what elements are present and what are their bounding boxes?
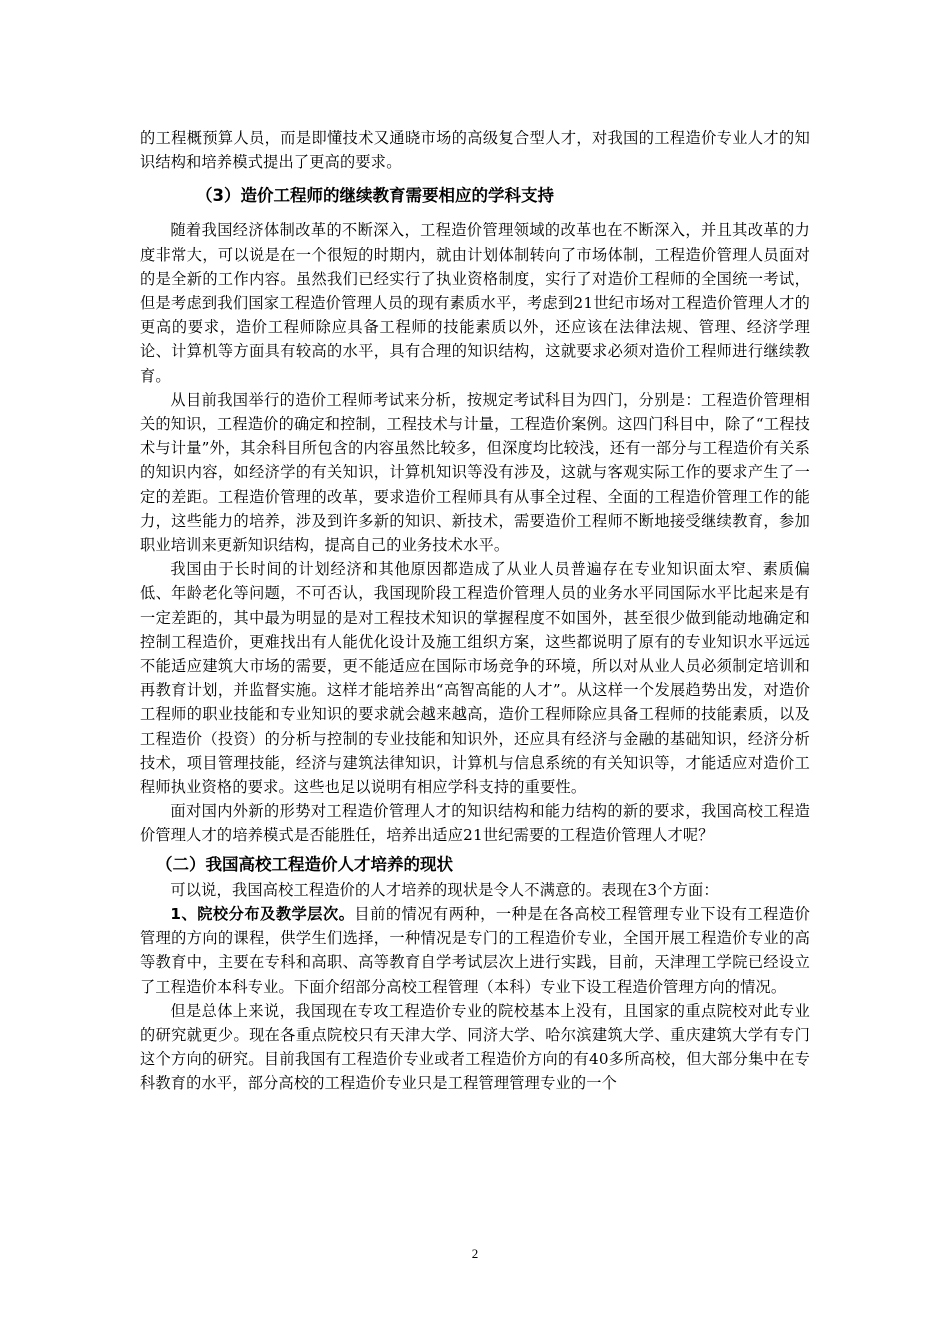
- item-1-label: 1、院校分布及教学层次。: [170, 904, 355, 923]
- status-intro-paragraph: 可以说，我国高校工程造价的人才培养的现状是令人不满意的。表现在3个方面：: [170, 880, 719, 899]
- body-paragraph-3: 我国由于长时间的计划经济和其他原因都造成了从业人员普遍存在专业知识面太窄、素质偏低、年龄老化等问题，不可否认，我国现阶段工程造价管理人员的业务水平同国际水平比起来是有一定差距的，其中最为明显的是对工程技术知识的掌握程度不如国外，甚至很少做到能动地确定和控制工程造价，更难找出有人能优化设计及施工组织方案，这些都说明了原有的专业知识水平远远不能适应建筑大市场的需要，更不能适应在国际市场竞争的环境，所以对从业人员必须制定培训和再教育计划，并监督实施。这样才能培养出“高智高能的人才”。从这样一个发展趋势出发，对造价工程师的职业技能和专业知识的要求就会越来越高，造价工程师除应具备工程师的技能素质，以及工程造价（投资）的分析与控制的专业技能和知识外，还应具有经济与金融的基础知识，经济分析技术，项目管理技能，经济与建筑法律知识，计算机与信息系统的有关知识等，才能适应对造价工程师执业资格的要求。这些也足以说明有相应学科支持的重要性。: [140, 560, 810, 797]
- item-1-paragraph: [140, 902, 810, 999]
- closing-paragraph: 但是总体上来说，我国现在专攻工程造价专业的院校基本上没有，且国家的重点院校对此专业的研究就更少。现在各重点院校只有天津大学、同济大学、哈尔滨建筑大学、重庆建筑大学有专门这个方向的研究。目前我国有工程造价专业或者工程造价方向的有40多所高校，但大部分集中在专科教育的水平，部分高校的工程造价专业只是工程管理管理专业的一个: [140, 1001, 810, 1093]
- intro-paragraph: 的工程概预算人员，而是即懂技术又通晓市场的高级复合型人才，对我国的工程造价专业人才的知识结构和培养模式提出了更高的要求。: [140, 129, 810, 172]
- body-paragraph-1: 随着我国经济体制改革的不断深入，工程造价管理领域的改革也在不断深入，并且其改革的力度非常大，可以说是在一个很短的时期内，就由计划体制转向了市场体制，工程造价管理人员面对的是全新的工作内容。虽然我们已经实行了执业资格制度，实行了对造价工程师的全国统一考试，但是考虑到我们国家工程造价管理人员的现有素质水平，考虑到21世纪市场对工程造价管理人才的更高的要求，造价工程师除应具备工程师的技能素质以外，还应该在法律法规、管理、经济学理论、计算机等方面具有较高的水平，具有合理的知识结构，这就要求必须对造价工程师进行继续教育。: [140, 221, 810, 385]
- section-2-heading: （二）我国高校工程造价人才培养的现状: [156, 854, 453, 874]
- section-3-heading: （3）造价工程师的继续教育需要相应的学科支持: [196, 186, 554, 206]
- body-paragraph-4: 面对国内外新的形势对工程造价管理人才的知识结构和能力结构的新的要求，我国高校工程造价管理人才的培养模式是否能胜任，培养出适应21世纪需要的工程造价管理人才呢？: [140, 802, 810, 845]
- page-number: 2: [471, 1246, 479, 1261]
- body-paragraph-2: 从目前我国举行的造价工程师考试来分析，按规定考试科目为四门，分别是：工程造价管理相关的知识，工程造价的确定和控制，工程技术与计量，工程造价案例。这四门科目中，除了“工程技术与计量”外，其余科目所包含的内容虽然比较多，但深度均比较浅，还有一部分与工程造价有关系的知识内容，如经济学的有关知识，计算机知识等没有涉及，这就与客观实际工作的要求产生了一定的差距。工程造价管理的改革，要求造价工程师具有从事全过程、全面的工程造价管理工作的能力，这些能力的培养，涉及到许多新的知识、新技术，需要造价工程师不断地接受继续教育，参加职业培训来更新知识结构，提高自己的业务技术水平。: [140, 390, 810, 555]
- item-1-text: 目前的情况有两种，一种是在各高校工程管理专业下设有工程造价管理的方向的课程，供学生们选择，一种情况是专门的工程造价专业，全国开展工程造价专业的高等教育中，主要在专科和高职、高等教育自学考试层次上进行实践，目前，天津理工学院已经设立了工程造价本科专业。下面介绍部分高校工程管理（本科）专业下设工程造价管理方向的情况。: [140, 904, 810, 996]
- document-body: [140, 126, 810, 1096]
